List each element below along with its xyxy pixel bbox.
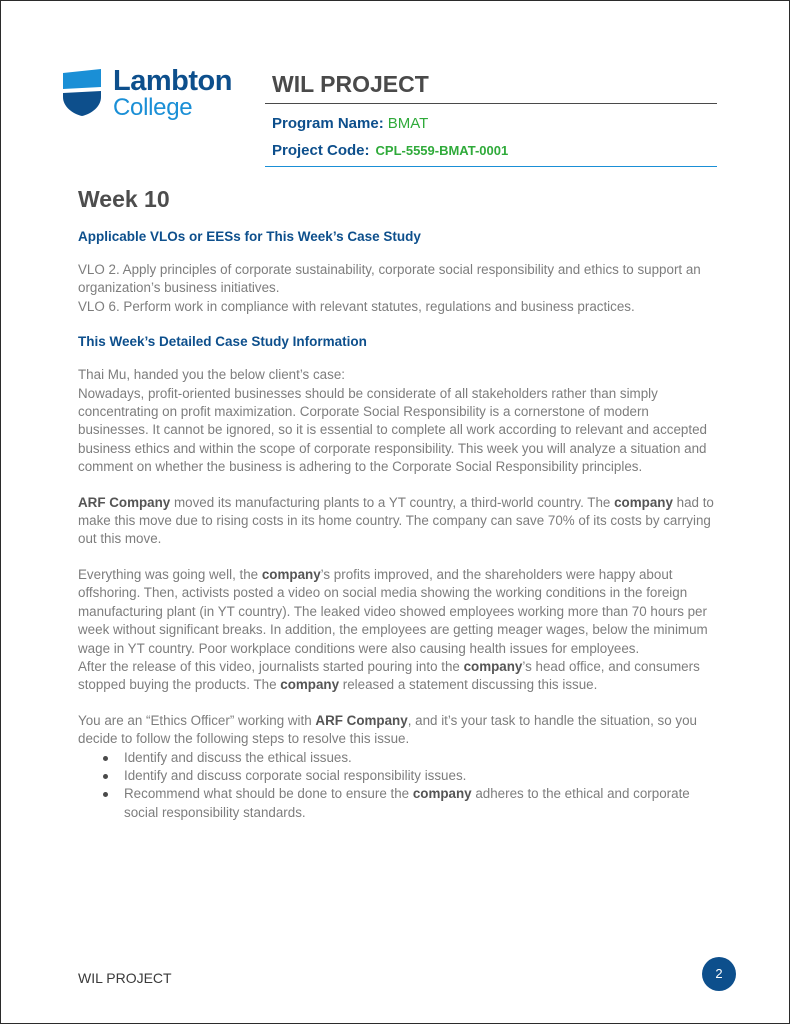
header-divider-bottom (265, 166, 717, 167)
week-title: Week 10 (78, 186, 170, 212)
bold-company-name: ARF Company (78, 494, 171, 510)
case-paragraph-task (78, 712, 723, 749)
text-run: , and it’s your task to handle the situation, so you decide to follow the following steps to resolve this issue. (78, 712, 698, 747)
bold-company: company (280, 677, 340, 693)
list-item: Identify and discuss the ethical issues. (124, 749, 723, 767)
text-run: After the release of this video, journalists started pouring into the (78, 658, 464, 674)
case-study-heading: This Week’s Detailed Case Study Information (78, 334, 367, 350)
bold-company-name: ARF Company (315, 712, 408, 728)
text-run: had to make this move due to rising costs in its home country. The company can save 70% of its costs by carrying out this move. (78, 494, 714, 547)
header-divider (265, 103, 717, 104)
case-paragraph-video (78, 566, 723, 658)
bold-company: company (463, 658, 523, 674)
text-run: moved its manufacturing plants to a YT country, a third-world country. The (170, 494, 615, 510)
case-intro-body: Nowadays, profit-oriented businesses should be considerate of all stakeholders rather than simply concentrating on profit maximization. Corporate Social Responsibility is a cornerstone of modern businesses. It cannot be ignored, so it is essential to complete all work according to relevant and accepted business ethics and within the scope of corporate responsibility. This week you will analyze a situation and comment on whether the business is adhering to the Corporate Social Responsibility principles. (78, 385, 707, 475)
lambton-college-logo (61, 67, 246, 123)
text-run: Recommend what should be done to ensure the (124, 786, 413, 802)
header-title: WIL PROJECT (272, 71, 429, 97)
case-paragraph-aftermath (78, 658, 723, 695)
case-paragraph-relocation (78, 494, 723, 549)
logo-word-lambton: Lambton (113, 65, 232, 97)
text-run: adheres to the ethical and corporate social responsibility standards. (124, 786, 690, 820)
program-name-value: BMAT (387, 115, 429, 132)
footer-title: WIL PROJECT (78, 970, 172, 986)
text-run: ’s head office, and consumers stopped buying the products. The (78, 658, 700, 693)
project-code-value: CPL-5559-BMAT-0001 (375, 143, 509, 158)
text-run: ’s profits improved, and the shareholders were happy about offshoring. Then, activists posted a video on social media showing the working conditions in the foreign manufacturing plant (in YT country). The leaked video showed employees working more than 70 hours per week without significant breaks. In addition, the employees are getting meager wages, below the minimum wage in YT country. Poor workplace conditions were also causing health issues for employees. (78, 566, 708, 656)
college-shield-icon (61, 67, 105, 117)
logo-word-college: College (113, 94, 193, 121)
bold-company: company (614, 494, 673, 510)
text-run: Everything was going well, the (78, 566, 262, 582)
vlo-section-heading: Applicable VLOs or EESs for This Week’s Case Study (78, 229, 421, 244)
program-name-row (272, 115, 428, 132)
project-code-row (272, 142, 508, 159)
case-intro-line: Thai Mu, handed you the below client’s case: (78, 367, 345, 383)
page-number-badge: 2 (702, 957, 736, 991)
program-name-label: Program Name: (272, 115, 384, 132)
vlo-6-text: VLO 6. Perform work in compliance with relevant statutes, regulations and business practices. (78, 298, 635, 314)
bold-company: company (412, 786, 472, 802)
list-item: Identify and discuss corporate social responsibility issues. (124, 767, 723, 785)
bold-company: company (261, 566, 321, 582)
vlo-2-text: VLO 2. Apply principles of corporate sustainability, corporate social responsibility and ethics to support an organization’s business initiatives. (78, 262, 701, 296)
list-item (124, 785, 723, 822)
text-run: You are an “Ethics Officer” working with (78, 712, 316, 728)
task-steps-list (78, 749, 723, 823)
text-run: released a statement discussing this issue. (339, 677, 598, 693)
project-code-label: Project Code: (272, 142, 370, 159)
document-body (78, 186, 723, 822)
